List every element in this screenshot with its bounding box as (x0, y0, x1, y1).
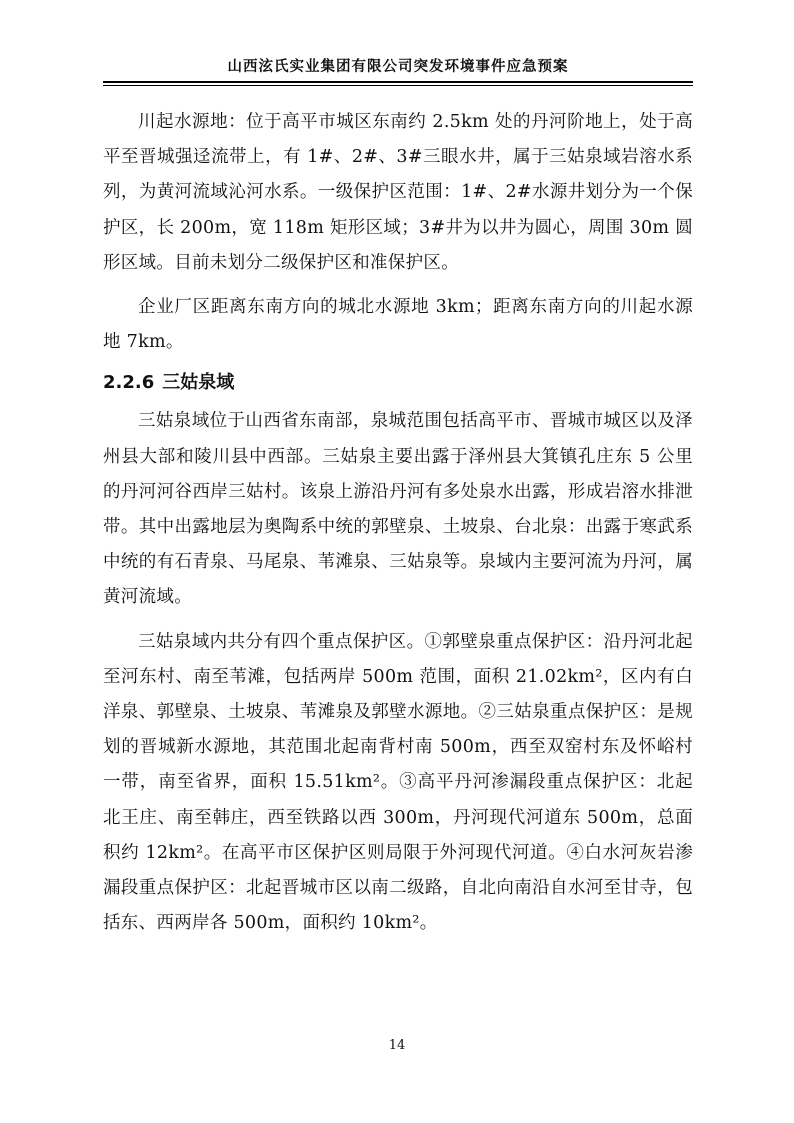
running-header: 山西泫氏实业集团有限公司突发环境事件应急预案 (227, 59, 569, 75)
paragraph-distance: 企业厂区距离东南方向的城北水源地 3km；距离东南方向的川起水源地 7km。 (103, 297, 693, 353)
paragraph-sangu-spring-overview: 三姑泉域位于山西省东南部，泉城范围包括高平市、晋城市城区以及泽州县大部和陵川县中西部。三姑泉主要出露于泽州县大箕镇孔庄东 5 公里的丹河河谷西岸三姑村。该泉上游沿丹河有多处泉水出露，形成岩溶水排泄带。其中出露地层为奥陶系中统的郭壁泉、土坡泉、台北泉：出露于寒武系中统的有石青泉、马尾泉、苇滩泉、三姑泉等。泉域内主要河流为丹河，属黄河流域。 (103, 411, 693, 608)
page-number: 14 (388, 1038, 406, 1053)
paragraph-chuanqi-water-source: 川起水源地：位于高平市城区东南约 2.5km 处的丹河阶地上，处于高平至晋城强迳流带上，有 1#、2#、3#三眼水井，属于三姑泉域岩溶水系列，为黄河流域沁河水系。一级保护区范围：1#、2#水源井划分为一个保护区，长 200m，宽 118m 矩形区域；3#井为以井为圆心，周围 30m 圆形区域。目前未划分二级保护区和准保护区。 (103, 112, 693, 273)
body-content (103, 105, 693, 941)
header-divider (103, 81, 693, 86)
paragraph-protection-zones: 三姑泉域内共分有四个重点保护区。①郭壁泉重点保护区：沿丹河北起至河东村、南至苇滩，包括两岸 500m 范围，面积 21.02km²，区内有白洋泉、郭壁泉、土坡泉、苇滩泉及郭壁水源地。②三姑泉重点保护区：是规划的晋城新水源地，其范围北起南背村南 500m，西至双窑村东及怀峪村一带，南至省界，面积 15.51km²。③高平丹河渗漏段重点保护区：北起北王庄、南至韩庄，西至铁路以西 300m，丹河现代河道东 500m，总面积约 12km²。在高平市区保护区则局限于外河现代河道。④白水河灰岩渗漏段重点保护区：北起晋城市区以南二级路，自北向南沿自水河至甘寺，包括东、西两岸各 500m，面积约 10km²。 (103, 631, 693, 934)
section-title: 三姑泉域 (162, 372, 235, 394)
section-number: 2.2.6 (103, 372, 155, 394)
section-heading (103, 366, 693, 400)
